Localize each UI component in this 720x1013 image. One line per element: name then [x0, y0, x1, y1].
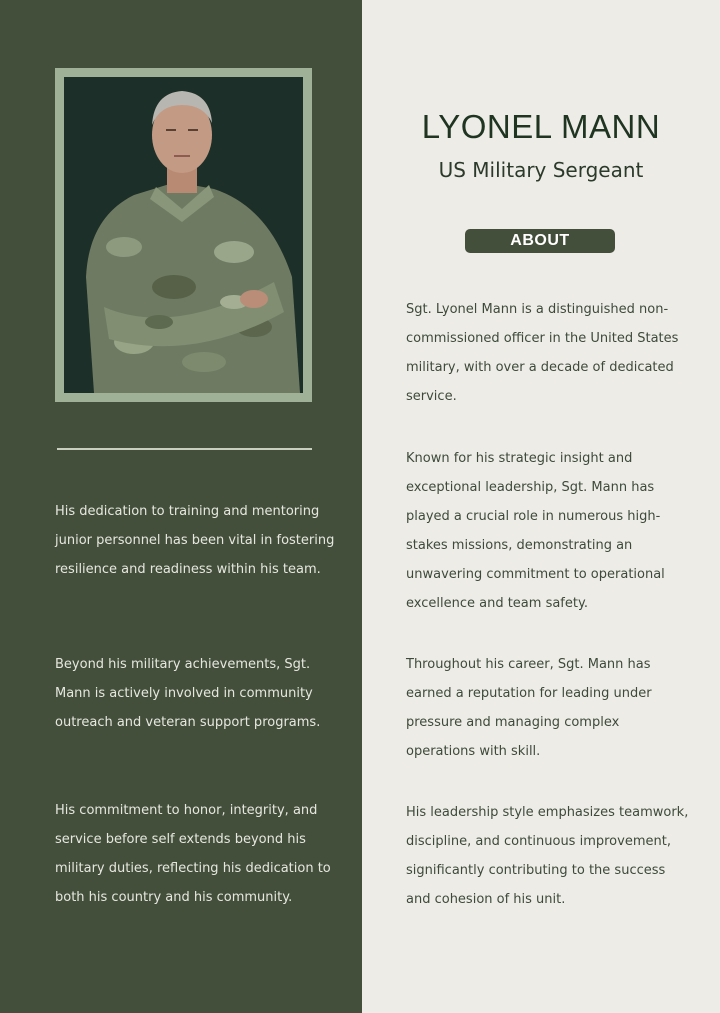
right-paragraph-1: Sgt. Lyonel Mann is a distinguished non-commissioned officer in the United States military, with over a decade of dedicated service.: [406, 302, 679, 404]
section-divider: [57, 448, 312, 450]
left-paragraph-3: His commitment to honor, integrity, and service before self extends beyond his military duties, reflecting his dedication to both his country and his community.: [55, 803, 331, 905]
left-paragraph-1: His dedication to training and mentoring junior personnel has been vital in fostering resilience and readiness within his team.: [55, 504, 335, 577]
person-name: LYONEL MANN: [421, 108, 661, 145]
right-paragraph-2: Known for his strategic insight and exceptional leadership, Sgt. Mann has played a crucial role in numerous high-stakes missions, demonstrating an unwavering commitment to operational excellence and team safety.: [406, 451, 665, 611]
right-paragraph-3: Throughout his career, Sgt. Mann has earned a reputation for leading under pressure and managing complex operations with skill.: [406, 657, 652, 759]
soldier-portrait-image: [64, 77, 303, 393]
profile-photo-frame: [55, 68, 312, 402]
person-title: US Military Sergeant: [438, 158, 644, 182]
right-paragraph-4: His leadership style emphasizes teamwork, discipline, and continuous improvement, significantly contributing to the success and cohesion of his unit.: [406, 805, 689, 907]
about-section-label: ABOUT: [465, 229, 615, 253]
left-paragraph-2: Beyond his military achievements, Sgt. Mann is actively involved in community outreach and veteran support programs.: [55, 657, 321, 730]
profile-photo: [64, 77, 303, 393]
